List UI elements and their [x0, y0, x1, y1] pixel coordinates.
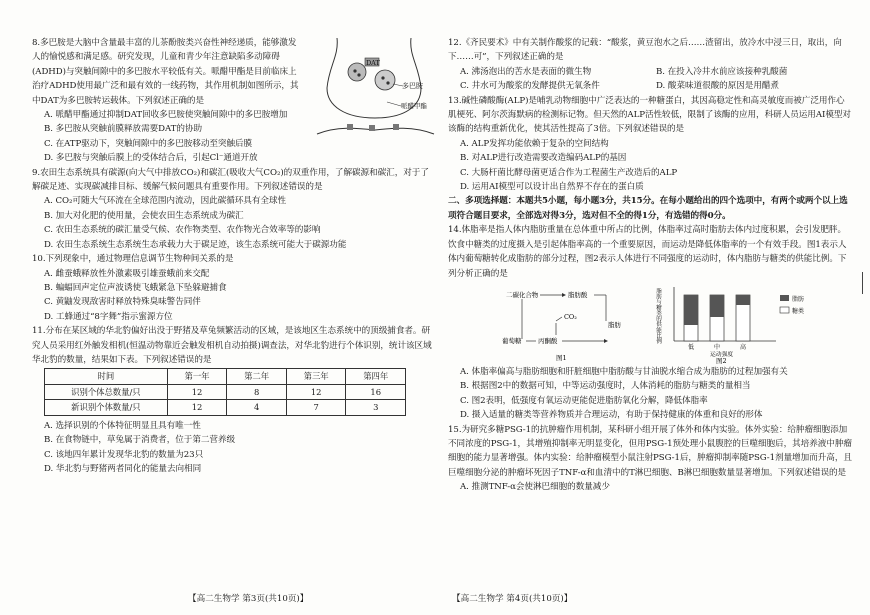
fig2-caption: 图2: [716, 356, 727, 365]
q9-option-a: A. CO₂可随大气环流在全球范围内流动，因此碳循环具有全球性: [44, 196, 287, 207]
fig1-label-fattyacid: 脂肪酸: [568, 290, 588, 299]
fig2-legend-carb-swatch: [780, 307, 789, 313]
table-cell: 7: [286, 400, 346, 416]
question-14: [448, 223, 852, 422]
table-cell: 8: [227, 384, 287, 400]
right-column: [448, 36, 852, 495]
q14-stem: 14.体脂率是指人体内脂肪重量在总体重中所占的比例，体脂率过高时脂肪去体内过度积累，会引发肥胖。饮食中糖类的过度摄入是引起体脂率高的一个重要原因，而运动是降低体脂率的一个有效手段。图1表示人体内葡萄糖转化成脂肪的部分过程，图2表示人体进行不同强度的运动时，体内脂肪与糖类的供能比例。下列分析正确的是: [448, 225, 847, 279]
q15-stem: 15.为研究多糖PSG-1的抗肿瘤作用机制，某科研小组开展了体外和体内实验。体外实验：给肿瘤细胞添加不同浓度的PSG-1，其增殖抑制率无明显变化，但用PSG-1预处理小鼠腹腔的巨噬细胞后，其培养液中肿瘤细胞的能力显著增强。体内实验：给肿瘤模型小鼠注射PSG-1后，肿瘤抑制率随PSG-1剂量增加而升高，且巨噬细胞分泌的肿瘤坏死因子TNF-α和血清中的T淋巴细胞、B淋巴细胞数量显著增加。下列叙述错误的是: [448, 424, 852, 478]
q9-option-c: C. 农田生态系统的碳汇量受气候、农作物类型、农作物光合效率等的影响: [44, 225, 321, 236]
q12-option-c: C. 井水可为酸浆的发酵提供无氧条件: [460, 81, 600, 92]
fig2-legend-carb: 糖类: [792, 307, 804, 315]
table-cell: 12: [167, 400, 227, 416]
drug-label: 哌醋甲酯: [401, 102, 427, 110]
q11-table: [44, 368, 406, 416]
synapse-diagram: [317, 36, 434, 140]
q12-options-row2: [448, 79, 852, 93]
question-12: [448, 36, 852, 94]
fig1-caption: 图1: [556, 353, 567, 362]
left-column: [32, 36, 434, 476]
table-cell: 12: [286, 384, 346, 400]
dat-label: DAT: [366, 59, 380, 67]
figure-2-chart: [655, 283, 828, 365]
q8-option-a: A. 哌醋甲酯通过抑制DAT回收多巴胺使突触间隙中的多巴胺增加: [44, 110, 288, 121]
fig2-cat-mid: 中: [714, 343, 720, 351]
table-cell: 3: [346, 400, 406, 416]
footer-page-3: 【高二生物学 第3页(共10页)】: [188, 594, 309, 604]
q13-option-b: B. 对ALP进行改造需要改造编码ALP的基因: [460, 153, 627, 164]
q11-option-a: A. 选择识别的个体特征明显且具有唯一性: [44, 420, 201, 431]
q12-option-d: D. 酸菜味道很酸的原因是用醋煮: [656, 81, 779, 92]
fig2-legend-fat: 脂肪: [792, 295, 804, 303]
fig1-label-co2: CO₂: [564, 312, 577, 321]
fig1-label-pyruvate: 丙酮酸: [538, 336, 558, 345]
binding-margin-mark: [862, 272, 863, 294]
table-cell: 16: [346, 384, 406, 400]
q15-option-a: A. 推测TNF-α会使淋巴细胞的数量减少: [460, 482, 610, 493]
q10-option-a: A. 雌蚕蛾释放性外激素吸引雄蚕蛾前来交配: [44, 268, 210, 279]
q8-option-d: D. 多巴胺与突触后膜上的受体结合后，引起Cl⁻通道开放: [44, 153, 258, 164]
q14-figures: [448, 283, 852, 363]
q14-option-c: C. 图2表明，低强度有氧运动更能促进脂肪氧化分解，降低体脂率: [460, 395, 708, 406]
q8-stem: 8.多巴胺是大脑中含量最丰富的儿茶酚胺类兴奋性神经递质，能够激发人的愉悦感和满足感。研究发现，儿童和青少年注意缺陷多动障碍(ADHD)与突触间隙中的多巴胺水平较低有关。哌醋甲酯是目前临床上治疗ADHD使用最广泛和最有效的一线药物，其作用机制如图所示，其中DAT为多巴胺转运载体。下列叙述正确的是: [32, 38, 299, 106]
vesicle-left: [348, 63, 366, 81]
q13-stem: 13.碱性磷酸酶(ALP)是哺乳动物细胞中广泛表达的一种糖蛋白，其因高稳定性和高灵敏度而被广泛用作心肌梗死、阿尔茨海默病的检测标记物。但天然的ALP活性较低，限制了该酶的应用，科研人员运用AI模型对该酶的结构重新优化，使其活性提高了3倍。下列叙述错误的是: [448, 95, 851, 135]
postsynaptic-membrane: [317, 128, 434, 134]
question-9: [32, 166, 434, 252]
fig2-xlabel: 运动强度: [710, 351, 733, 358]
q11-option-d: D. 华北豹与野猪两者同化的能量去向相同: [44, 464, 202, 475]
table-header-row: [45, 369, 406, 385]
fig2-cat-high: 高: [740, 343, 746, 351]
q13-option-a: A. ALP发挥功能依赖于复杂的空间结构: [460, 138, 609, 149]
footer-page-4: 【高二生物学 第4页(共10页)】: [452, 594, 573, 604]
q10-option-b: B. 蝙蝠回声定位声波诱使飞蛾紧急下坠躲避捕食: [44, 282, 227, 293]
q12-stem: 12.《齐民要术》中有关制作酸浆的记载：“酸浆，黄豆泡水之后……渣留出，放冷水中浸三日，取出，向下……可”，下列叙述正确的是: [448, 38, 842, 63]
table-cell: 识别个体总数量/只: [45, 384, 168, 400]
q10-option-d: D. 工蜂通过“8字舞”指示蜜源方位: [44, 311, 173, 322]
q11-option-c: C. 该地四年累计发现华北豹的数量为23只: [44, 449, 204, 460]
fig2-bar-high-fat: [736, 295, 750, 305]
table-header-cell: 第三年: [286, 369, 346, 385]
question-15: [448, 423, 852, 495]
section-2-heading: 二、多项选择题：本题共5小题，每小题3分，共15分。在每小题给出的四个选项中，有两个或两个以上选项符合题目要求，全部选对得3分，选对但不全的得1分，有选错的得0分。: [448, 196, 848, 221]
table-header-cell: 第二年: [227, 369, 287, 385]
q8-option-c: C. 在ATP驱动下，突触间隙中的多巴胺移动至突触后膜: [44, 138, 253, 149]
figure-1-pathway: [500, 283, 635, 363]
table-cell: 4: [227, 400, 287, 416]
table-cell: 新识别个体数量/只: [45, 400, 168, 416]
q11-option-b: B. 在食物链中，草兔属于消费者，位于第二营养级: [44, 435, 236, 446]
q10-stem: 10.下列现象中，通过物理信息调节生物种间关系的是: [32, 254, 234, 265]
fig1-label-glucose: 葡萄糖: [502, 336, 522, 345]
table-cell: 12: [167, 384, 227, 400]
fig2-bar-mid-fat: [710, 295, 724, 317]
table-row: [45, 400, 406, 416]
q10-option-c: C. 黄鼬发现敌害时释放特殊臭味警告同伴: [44, 297, 201, 308]
fig1-label-fat: 脂肪: [608, 320, 621, 329]
q9-option-b: B. 加大对化肥的使用量，会使农田生态系统成为碳汇: [44, 210, 244, 221]
q9-option-d: D. 农田生态系统生态系统生态承载力大于碳足迹，该生态系统可能大于碳源功能: [44, 239, 347, 250]
q14-option-d: D. 摄入适量的糖类等营养物质并合理运动，有助于保持健康的体重和良好的形体: [460, 410, 763, 421]
table-row: [45, 384, 406, 400]
question-8: [32, 36, 434, 166]
q8-option-b: B. 多巴胺从突触前膜释放需要DAT的协助: [44, 124, 202, 135]
fig2-bar-low-fat: [684, 295, 698, 325]
q11-stem: 11.分布在某区域的华北豹偏好出没于野猪及草兔频繁活动的区域，是该地区生态系统中的顶级捕食者。研究人员采用红外触发相机(恒温动物靠近会触发相机自动拍摄)调查法，对华北豹进行个体识别，统计该区域华北豹的数量，结果如下表。下列叙述错误的是: [32, 326, 432, 365]
table-header-cell: 第一年: [167, 369, 227, 385]
q14-option-b: B. 根据图2中的数据可知，中等运动强度时，人体消耗的脂肪与糖类的量相当: [460, 381, 751, 392]
fig2-legend-fat-swatch: [780, 295, 789, 301]
q12-option-a: A. 沸汤泡出的苦水是表面的微生物: [460, 66, 592, 77]
q14-option-a: A. 体脂率偏高与脂肪细胞和肝脏细胞中脂肪酸与甘油脱水缩合成为脂肪的过程加强有关: [460, 366, 788, 377]
vesicle-right: [375, 70, 395, 90]
q12-option-b: B. 在投入冷井水前应该接种乳酸菌: [656, 66, 788, 77]
q13-option-d: D. 运用AI模型可以设计出自然界不存在的蛋白质: [460, 182, 644, 193]
q12-options-row1: [448, 65, 852, 79]
fig2-cat-low: 低: [688, 343, 694, 351]
q13-option-c: C. 大肠杆菌比酵母菌更适合作为工程菌生产改造后的ALP: [460, 167, 678, 178]
fig2-ylabel: 脂肪与糖类的供能比例: [655, 287, 661, 344]
table-header-cell: 第四年: [346, 369, 406, 385]
question-13: [448, 94, 852, 195]
dopamine-label: 多巴胺: [402, 82, 423, 90]
question-10: [32, 252, 434, 324]
table-header-cell: 时间: [45, 369, 168, 385]
q9-stem: 9.农田生态系统具有碳源(向大气中排放CO₂)和碳汇(吸收大气CO₂)的双重作用，了解碳源和碳汇，对于了解碳足迹、实现碳减排目标、缓解气候问题具有重要作用。下列叙述错误的是: [32, 167, 429, 193]
question-11: [32, 324, 434, 476]
fig1-label-c2: 二碳化合物: [506, 290, 539, 299]
